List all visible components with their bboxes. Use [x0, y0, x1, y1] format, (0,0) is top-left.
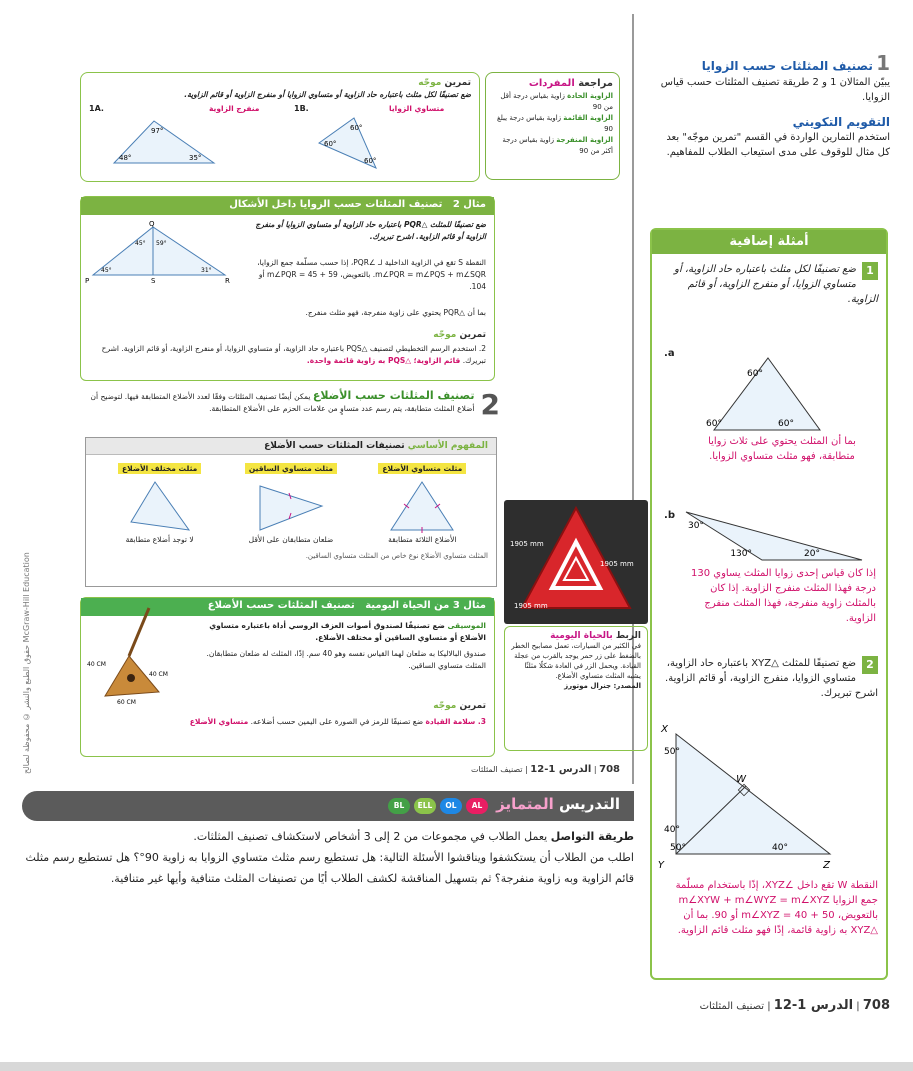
equiangular-triangle-figure	[708, 354, 828, 436]
item-1a-answer: منفرج الزاوية	[209, 104, 260, 113]
obtuse-triangle-figure	[682, 508, 872, 564]
ol-badge: OL	[440, 798, 462, 814]
review-term: الزاوية المنفرجة زاوية بقياس درجة أكثر من 90	[502, 136, 613, 155]
balalaika-icon	[87, 604, 177, 704]
copyright-margin-note: حقوق الطبع والنشر © محفوظة لصالح McGraw-Hill Education	[22, 552, 31, 774]
item-1b-label: 1B.	[294, 104, 309, 113]
section-2-intro	[80, 390, 500, 420]
ell-badge: ELL	[414, 798, 436, 814]
review-vocabulary-box	[485, 72, 620, 180]
example-2-conclusion: بما أن △PQR يحتوي على زاوية منفرجة، فهو مثلث منفرج.	[305, 308, 486, 317]
vertex-label: Q	[149, 220, 155, 228]
example-3-body	[81, 616, 494, 756]
dimension-label: 40 CM	[149, 671, 168, 678]
vertex-label: P	[85, 277, 90, 285]
item-b-answer: إذا كان قياس إحدى زوايا المثلث يساوي 130 درجة فهذا المثلث منفرج الزاوية. إذا كان بالمثلث زاوية منفرجة، فهذا المثلث منفرج الزاوية.	[690, 568, 876, 624]
additional-examples-header: أمثلة إضافية	[652, 230, 886, 254]
angle-label: 97°	[151, 127, 164, 135]
extra-example-2-prompt: ضع تصنيفًا للمثلث △XYZ باعتباره حاد الزاوية، متساوي الزوايا، منفرج الزاوية، أو قائم الزاوية. اشرح تبريرك.	[665, 658, 878, 699]
vertex-label: Y	[657, 860, 664, 871]
angle-label: 130°	[730, 549, 752, 559]
concept-scalene: مثلث مختلف الأضلاع لا توجد أضلاع متطابقة	[100, 463, 220, 544]
example-2-box	[80, 196, 495, 381]
angle-label: 30°	[688, 521, 704, 531]
angle-label: 50°	[670, 843, 686, 853]
page-bottom-bar	[0, 1062, 913, 1071]
diff-paragraph-1: طريقة التواصل يعمل الطلاب في مجموعات من 2 إلى 3 أشخاص لاستكشاف تصنيف المثلثات.	[193, 830, 634, 843]
angle-label: 31°	[201, 267, 212, 274]
review-term: الزاوية القائمة زاوية بقياس درجة يبلغ 90	[497, 114, 613, 133]
formative-assessment-text: استخدم التمارين الواردة في القسم "تمرين موجّه" بعد كل مثال للوقوف على مدى استيعاب الطلاب للمفاهيم.	[666, 132, 890, 158]
differentiated-instruction-text	[22, 826, 634, 889]
hazard-button-photo	[504, 500, 648, 624]
section-1-title: تصنيف المثلثات حسب الزوايا	[701, 59, 873, 73]
key-concept-box	[85, 437, 497, 587]
item-a-label: a.	[664, 348, 675, 359]
guided-practice-2: 2. استخدم الرسم التخطيطي لتصنيف △PQS باعتباره حاد الزاوية، أو متساوي الزوايا، أو منفرج الزاوية، أو قائم الزاوية. اشرح تبريرك. قائم الزاوية؛ △PQS به زاوية قائمة واحدة.	[101, 344, 486, 365]
example-3-solution: صندوق البالاليكا به ضلعان لهما القياس نفسه وهو 40 سم. إذًا، المثلث له ضلعان متطابقان. المثلث متساوي الساقين.	[206, 649, 486, 670]
real-world-link-source: المصدر: جنرال موتورز	[564, 682, 641, 690]
al-badge: AL	[466, 798, 488, 814]
angle-label: 59°	[156, 240, 167, 247]
angle-label: 60°	[364, 157, 377, 165]
guided-practice-1	[80, 72, 480, 182]
equilateral-triangle-icon	[387, 478, 457, 533]
triangle-pqr-figure	[85, 221, 235, 283]
example-2-body	[81, 215, 494, 380]
review-title: مراجعة المفردات	[528, 78, 613, 89]
triangle-1b-figure	[314, 113, 394, 173]
item-a-answer: بما أن المثلث يحتوي على ثلاث زوايا متطابقة، فهو مثلث متساوي الزوايا.	[708, 436, 856, 462]
hazard-triangle-image	[504, 500, 648, 624]
additional-examples-body	[652, 254, 886, 980]
teacher-page-footer: 708 | الدرس 1-12 | تصنيف المثلثات	[699, 998, 890, 1013]
triangle-1a-figure	[109, 113, 219, 168]
example-number-badge: 1	[862, 262, 878, 280]
extra-example-1	[656, 262, 878, 307]
review-term: الزاوية الحادة زاوية بقياس درجة أقل من 90	[500, 92, 613, 111]
dimension-label: 40 CM	[87, 661, 106, 668]
guided-practice-3: 3. سلامة القيادة ضع تصنيفًا للرمز في الصورة على اليمين حسب أضلاعه. متساوي الأضلاع	[189, 717, 486, 726]
formative-assessment-title: التقويم التكويني	[792, 115, 890, 129]
angle-label: 50°	[664, 747, 680, 757]
additional-examples-box	[650, 228, 888, 980]
angle-label: 60°	[706, 419, 722, 429]
dimension-label: 1905 mm	[600, 560, 634, 568]
angle-label: 40°	[772, 843, 788, 853]
key-concept-header: المفهوم الأساسي تصنيفات المثلثات حسب الأضلاع	[86, 438, 496, 455]
example-number-badge: 2	[862, 656, 878, 674]
example-3-header: مثال 3 من الحياة اليومية تصنيف المثلثات حسب الأضلاع	[81, 598, 494, 616]
isosceles-triangle-icon	[256, 478, 326, 533]
angle-label: 60°	[778, 419, 794, 429]
angle-label: 60°	[350, 124, 363, 132]
differentiated-instruction-title: التدريس المتمايز	[496, 795, 620, 813]
teacher-section-1	[654, 51, 890, 160]
extra-example-1-prompt: ضع تصنيفًا لكل مثلث باعتباره حاد الزاوية، أو متساوي الزوايا، أو منفرج الزاوية، أو قائم الزاوية.	[674, 264, 878, 305]
example-2-solution: النقطة S تقع في الزاوية الداخلية لـ ∠PQR، إذا حسب مسلّمة جمع الزوايا، m∠PQR = m∠PQS + m∠SQR. بالتعويض، m∠PQR = 45 + 59 أو 104.	[257, 258, 486, 291]
angle-label: 20°	[804, 549, 820, 559]
key-concept-columns	[86, 455, 496, 546]
real-world-link-text: في الكثير من السيارات، تعمل مصابيح الخطر بالضغط على زر حمر يوجد بالقرب من عجلة القيادة. ويحمل الزر في العادة شكلًا مثلثًا يشبه المثلث متساوي الأضلاع.	[511, 642, 641, 680]
vertex-label: Z	[823, 860, 830, 871]
item-b-label: b.	[664, 510, 675, 521]
key-concept-footnote: المثلث متساوي الأضلاع نوع خاص من المثلث متساوي الساقين.	[305, 552, 488, 560]
dimension-label: 1905 mm	[510, 540, 544, 548]
guided-practice-label: تمرين موجّه	[433, 330, 486, 340]
diff-paragraph-2: اطلب من الطلاب أن يستكشفوا ويناقشوا الأسئلة التالية: هل تستطيع رسم مثلث متساوي الزوايا به زاوية 90°؟ هل تستطيع رسم مثلث قائم الزاوية وبه زاوية منفرجة؟ ثم بتسهيل المناقشة لكشف الطلاب أيًا من تصنيفات المثلث متنافية وأيها غير متنافية.	[25, 851, 634, 885]
vertex-label: R	[225, 277, 230, 285]
bl-badge: BL	[388, 798, 410, 814]
guided-practice-prompt: ضع تصنيفًا لكل مثلث باعتباره حاد الزاوية أو متساوي الزوايا أو منفرج الزاوية أو قائم الزاوية.	[184, 90, 471, 99]
vertex-label: X	[661, 724, 668, 735]
triangle-xyz-figure	[657, 724, 840, 874]
example-2-prompt: ضع تصنيفًا للمثلث △PQR باعتباره حاد الزاوية أو متساوي الزوايا أو منفرج الزاوية أو قائم الزاوية. اشرح تبريرك.	[255, 220, 486, 241]
angle-label: 35°	[189, 154, 202, 162]
angle-label: 45°	[101, 267, 112, 274]
item-1a-label: 1A.	[89, 104, 104, 113]
student-page-footer: 708 | الدرس 1-12 | تصنيف المثلثات	[470, 764, 620, 775]
item-1b-answer: متساوي الزوايا	[389, 104, 445, 113]
dimension-label: 1905 mm	[514, 602, 548, 610]
example-2-header: مثال 2 تصنيف المثلثات حسب الزوايا داخل الأشكال	[81, 197, 494, 215]
real-world-link-title: الربط بالحياة اليومية	[550, 631, 641, 641]
section-2-title: تصنيف المثلثات حسب الأضلاع	[312, 389, 475, 402]
guided-practice-label: تمرين موجّه	[433, 701, 486, 711]
scalene-triangle-icon	[125, 478, 195, 533]
section-2-text: يمكن أيضًا تصنيف المثلثات وفقًا لعدد الأضلاع المتطابقة فيها. لتوضيح أن أضلاع المثلث متطابقة، يتم رسم عدد متساوٍ من علامات الحزم على الأضلاع المتطابقة.	[90, 392, 475, 413]
section-1-text: يبيّن المثالان 1 و 2 طريقة تصنيف المثلثات حسب قياس الزوايا.	[660, 77, 890, 103]
section-number: 1	[876, 51, 890, 75]
angle-label: 60°	[747, 369, 763, 379]
real-world-link-box	[504, 626, 648, 751]
example-3-box	[80, 597, 495, 757]
section-number: 2	[480, 388, 500, 421]
student-page-reduced	[20, 14, 641, 784]
vertex-label: W	[736, 774, 746, 785]
guided-practice-figures	[89, 101, 471, 171]
dimension-label: 60 CM	[117, 699, 136, 706]
concept-equilateral: مثلث متساوي الأضلاع الأضلاع الثلاثة متطابقة	[362, 463, 482, 544]
concept-isosceles: مثلث متساوي الساقين ضلعان متطابقان على الأقل	[231, 463, 351, 544]
vertex-label: S	[151, 277, 156, 285]
angle-label: 45°	[135, 240, 146, 247]
angle-label: 60°	[324, 140, 337, 148]
extra-example-2	[656, 656, 878, 701]
angle-label: 40°	[664, 825, 680, 835]
differentiated-instruction-bar	[22, 791, 634, 821]
extra-example-2-answer: النقطة W تقع داخل ∠XYZ، إذًا باستخدام مسلّمة جمع الزوايا m∠XYW + m∠WYZ = m∠XYZ بالتعويض، m∠XYZ = 40 + 50 أو 90. بما أن △XYZ به زاوية قائمة، إذًا فهو مثلث قائم الزاوية.	[675, 880, 878, 936]
angle-label: 48°	[119, 154, 132, 162]
example-3-prompt: الموسيقى ضع تصنيفًا لصندوق أصوات العزف الروسي أداة باعتباره متساوي الأضلاع أو متساوي الساقين أو مختلف الأضلاع.	[209, 621, 486, 642]
guided-practice-label: تمرين موجّه	[418, 78, 471, 88]
